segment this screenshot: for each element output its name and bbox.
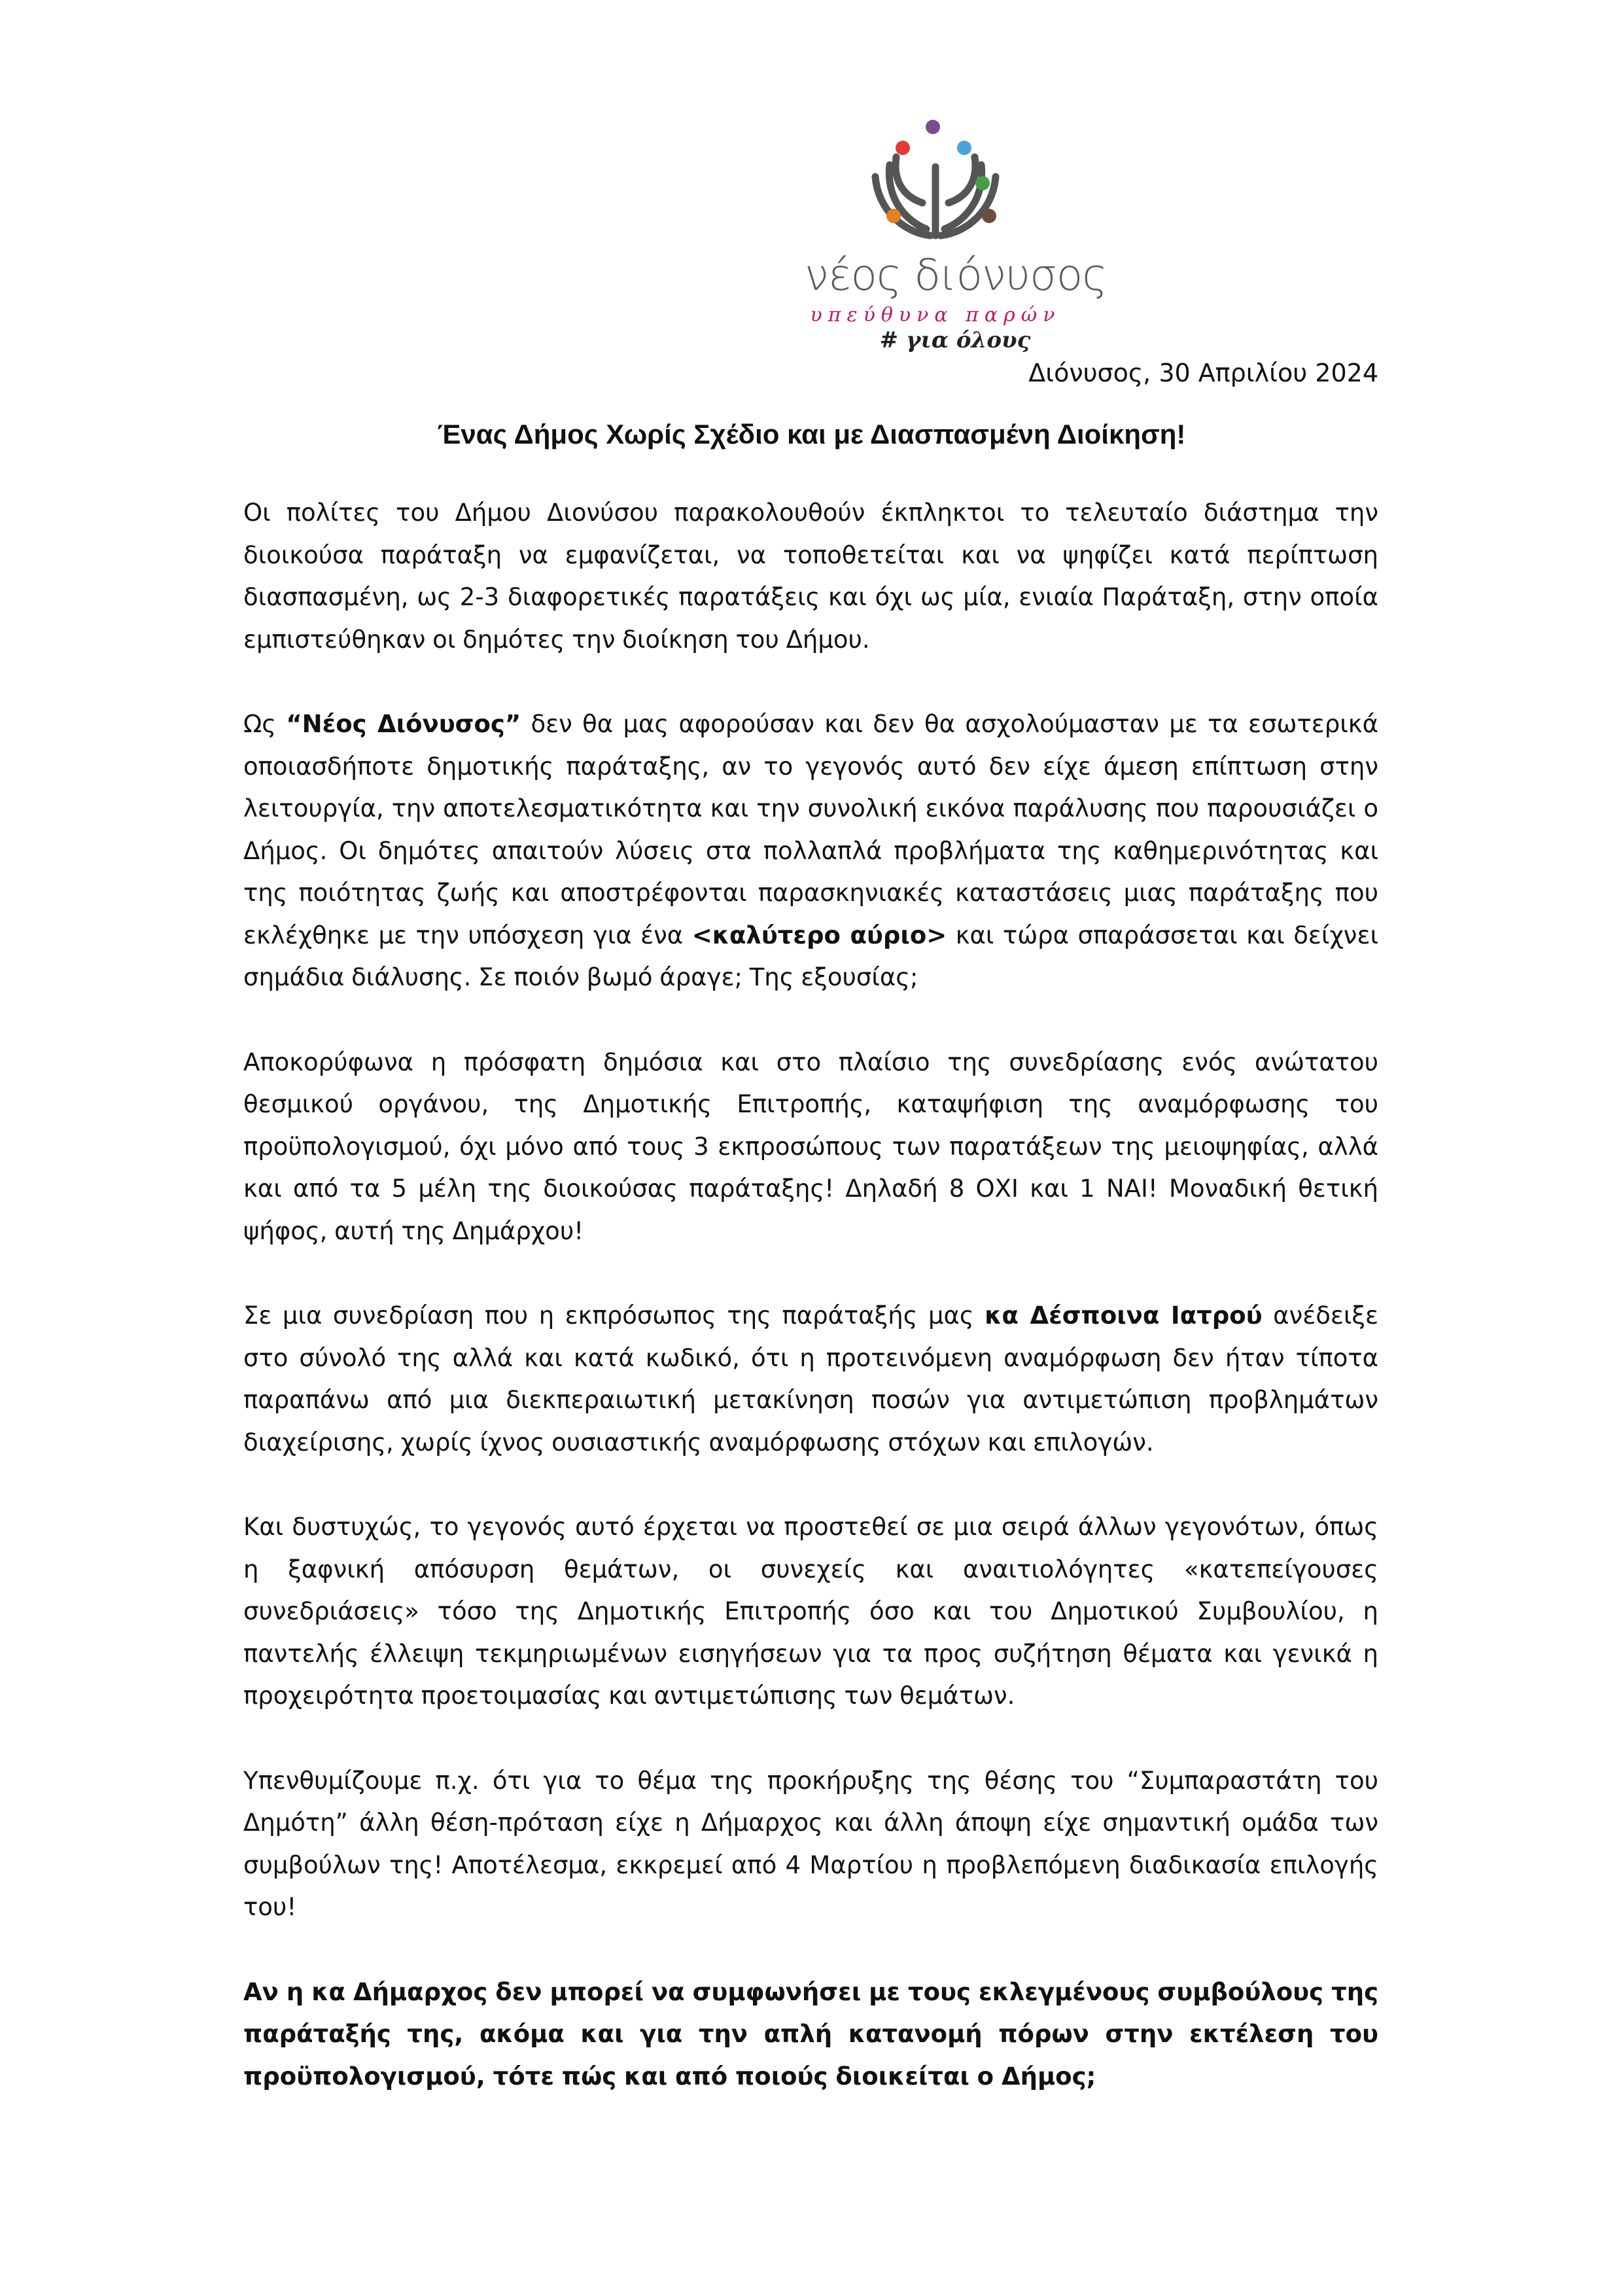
brown-dot: [982, 209, 996, 223]
blue-dot: [957, 141, 971, 155]
paragraph-1: Οι πολίτες του Δήμου Διονύσου παρακολουθούν έκπληκτοι το τελευταίο διάστημα την διοικούσα παράταξη να εμφανίζεται, να τοποθετείται και να ψηφίζει κατά περίπτωση διασπασμένη, ως 2-3 διαφορετικές παρατάξεις και όχι ως μία, ενιαία Παράταξη, στην οποία εμπιστεύθηκαν οι δημότες την διοίκηση του Δήμου.: [243, 499, 1378, 654]
paragraph-4: [243, 1295, 1378, 1464]
text-span: και τώρα σπαράσσεται και δείχνει σημάδια διάλυσης. Σε ποιόν βωμό άραγε; Της εξουσίας;: [243, 921, 1378, 991]
tree-icon: [805, 105, 1066, 255]
paragraph-5: Και δυστυχώς, το γεγονός αυτό έρχεται να προστεθεί σε μια σειρά άλλων γεγονότων, όπως η ξαφνική απόσυρση θεμάτων, οι συνεχείς και αναιτιολόγητες «κατεπείγουσες συνεδριάσεις» τόσο της Δημοτικής Επιτροπής όσο και του Δημοτικού Συμβουλίου, η παντελής έλλειψη τεκμηριωμένων εισηγήσεων για τα προς συζήτηση θέματα και γενικά η προχειρότητα προετοιμασίας και αντιμετώπισης των θεμάτων.: [243, 1513, 1378, 1710]
document-title: Ένας Δήμος Χωρίς Σχέδιο και με Διασπασμένη Διοίκηση!: [437, 419, 1186, 450]
paragraph-2: [243, 703, 1378, 999]
text-span: Σε μια συνεδρίαση που η εκπρόσωπος της παράταξής μας: [243, 1301, 985, 1330]
slogan-bold: <καλύτερο αύριο>: [691, 921, 947, 949]
paragraph-7-closing-question: Αν η κα Δήμαρχος δεν μπορεί να συμφωνήσει με τους εκλεγμένους συμβούλους της παράταξής της, ακόμα και για την απλή κατανομή πόρων στην εκτέλεση του προϋπολογισμού, τότε πώς και από ποιούς διοικείται ο Δήμος;: [243, 1977, 1378, 2091]
logo-name: νέος διόνυσος: [805, 250, 1107, 300]
purple-dot: [926, 120, 940, 134]
red-dot: [896, 141, 910, 155]
text-span: Ως: [243, 710, 287, 738]
paragraph-6: Υπενθυμίζουμε π.χ. ότι για το θέμα της προκήρυξης της θέσης του “Συμπαραστάτη του Δημότη” άλλη θέση-πρόταση είχε η Δήμαρχος και άλλη άποψη είχε σημαντική ομάδα των συμβούλων της! Αποτέλεσμα, εκκρεμεί από 4 Μαρτίου η προβλεπόμενη διαδικασία επιλογής του!: [243, 1766, 1378, 1921]
logo-slogan: υπεύθυνα παρών: [810, 304, 1061, 327]
green-dot: [975, 176, 990, 190]
text-span: δεν θα μας αφορούσαν και δεν θα ασχολούμασταν με τα εσωτερικά οποιασδήποτε δημοτικής παράταξης, αν το γεγονός αυτό δεν είχε άμεση επίπτωση στην λειτουργία, την αποτελεσματικότητα και την συνολική εικόνα παράλυσης που παρουσιάζει ο Δήμος. Οι δημότες απαιτούν λύσεις στα πολλαπλά προβλήματα της καθημερινότητας και της ποιότητας ζωής και αποστρέφονται παρασκηνιακές καταστάσεις μιας παράταξης που εκλέχθηκε με την υπόσχεση για ένα: [243, 710, 1378, 949]
document-body: [243, 492, 1378, 2140]
orange-dot: [886, 209, 901, 223]
paragraph-3: Αποκορύφωνα η πρόσφατη δημόσια και στο πλαίσιο της συνεδρίασης ενός ανώτατου θεσμικού οργάνου, της Δημοτικής Επιτροπής, καταψήφιση της αναμόρφωσης του προϋπολογισμού, όχι μόνο από τους 3 εκπροσώπους των παρατάξεων της μειοψηφίας, αλλά και από τα 5 μέλη της διοικούσας παράταξης! Δηλαδή 8 ΟΧΙ και 1 ΝΑΙ! Μοναδική θετική ψήφος, αυτή της Δημάρχου!: [243, 1048, 1378, 1245]
representative-name-bold: κα Δέσποινα Ιατρού: [985, 1301, 1263, 1330]
document-date: Διόνυσος, 30 Απριλίου 2024: [1028, 359, 1378, 387]
party-name-bold: “Νέος Διόνυσος”: [286, 710, 521, 738]
text-span: ανέδειξε στο σύνολό της αλλά και κατά κωδικό, ότι η προτεινόμενη αναμόρφωση δεν ήταν τίποτα παραπάνω από μια διεκπεραιωτική μετακίνηση ποσών για αντιμετώπιση προβλημάτων διαχείρισης, χωρίς ίχνος ουσιαστικής αναμόρφωσης στόχων και επιλογών.: [243, 1301, 1378, 1457]
logo-hashtag: # για όλους: [879, 327, 1031, 353]
party-logo: [805, 105, 1107, 380]
